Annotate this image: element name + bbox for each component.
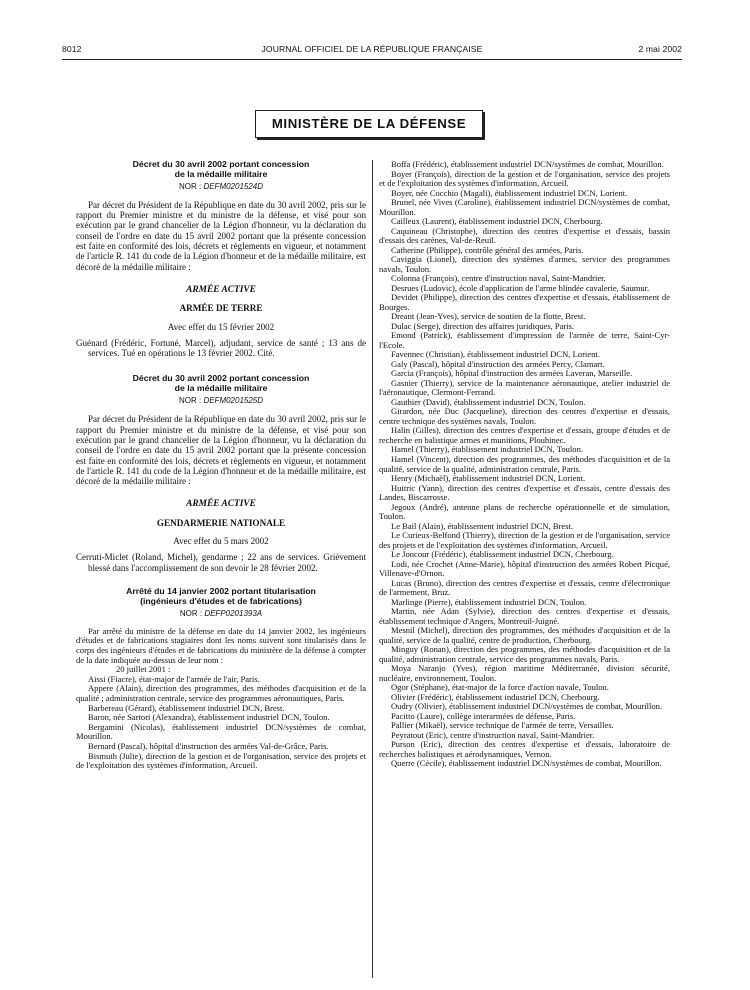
list-item: Desrues (Ludovic), école d'application de l'arme blindée cavalerie, Saumur. [391, 282, 650, 293]
list-item: Le Curieux-Belfond (Thierry), direction de la gestion et de l'organisation, service des projets et de l'exploitation des systèmes d'information, Arcueil. [379, 530, 670, 550]
list-item: Caquineau (Christophe), direction des centres d'expertise et d'essais, bassin d'essais des carènes, Val-de-Reuil. [379, 225, 670, 246]
list-item: Moya Naranjo (Yves), région maritime Méditerranée, division sécurité, nucléaire, environnement, Toulon. [379, 663, 670, 683]
list-item: Le Joncour (Frédéric), établissement industriel DCN, Cherbourg. [391, 549, 614, 560]
issue-date: 2 mai 2002 [638, 44, 682, 54]
decree1-title-line2: de la médaille militaire [174, 168, 268, 179]
list-item: Ogor (Stéphane), état-major de la force d'action navale, Toulon. [391, 682, 609, 693]
list-item: Pacitto (Laure), collège interarmées de défense, Paris. [391, 710, 576, 721]
list-item: Bismuth (Julie), direction de la gestion et de l'organisation, service des projets et de l'exploitation des systèmes d'information, Arcueil. [76, 750, 366, 771]
list-item: Boffa (Frédéric), établissement industriel DCN/systèmes de combat, Mourillon. [391, 159, 664, 169]
decree1-nor [76, 182, 366, 192]
decree2-entry: Cerruti-Miclet (Roland, Michel), gendarme ; 22 ans de services. Grièvement blessé dans l'accomplissement de son devoir le 28 février 2002. [76, 552, 366, 573]
decree1-entry: Guénard (Frédéric, Fortuné, Marcel), adjudant, service de santé ; 13 ans de services. Tué en opérations le 13 février 2002. Cité. [76, 337, 366, 359]
list-item: Huitric (Yann), direction des centres d'expertise et d'essais, centre d'essais des Landes, Biscarrosse. [379, 482, 670, 503]
list-item: Hamel (Vincent), direction des programmes, des méthodes d'acquisition et de la qualité, service de la qualité, administration centrale, Paris. [379, 453, 670, 474]
decree1-effect-date: Avec effet du 15 février 2002 [167, 321, 275, 332]
list-item: Lodi, née Crochet (Anne-Marie), hôpital d'instruction des armées Robert Picqué, Villenave-d'Ornon. [379, 558, 670, 579]
list-item: Oudry (Olivier), établissement industriel DCN/systèmes de combat, Mourillon. [391, 701, 663, 712]
decree1-section-italic: ARMÉE ACTIVE [186, 284, 256, 295]
running-header [62, 44, 682, 58]
list-item: Caviggia (Lionel), direction des systèmes d'armes, service des programmes navals, Toulon. [379, 254, 670, 274]
list-item: Le Bail (Alain), établissement industriel DCN, Brest. [391, 520, 574, 531]
decree1-title-line1: Décret du 30 avril 2002 portant concession [132, 159, 310, 169]
spacer [76, 573, 366, 587]
decree2-section-italic: ARMÉE ACTIVE [186, 499, 256, 510]
arrete-nor [76, 609, 366, 619]
list-item: Brunel, née Vives (Caroline), établissement industriel DCN/systèmes de combat, Mourillon. [379, 197, 670, 217]
list-item: Girardon, née Duc (Jacqueline), direction des centres d'expertise et d'essais, centre technique des systèmes navals, Toulon. [379, 406, 670, 426]
list-item: Favennec (Christian), établissement industriel DCN, Lorient. [391, 349, 600, 360]
decree1-body: Par décret du Président de la République en date du 30 avril 2002, pris sur le rapport du Premier ministre et du ministre de la défense, et visé pour son exécution par le grand chancelier de la Légion d'honneur, vu la déclaration du conseil de l'ordre en date du 15 avril 2002 portant que la présente concession est faite en conformité des lois, décrets et règlements en vigueur, et notamment de l'article R. 141 du code de la Légion d'honneur et de la médaille militaire, est décoré de la médaille militaire : [76, 199, 366, 272]
header-rule [62, 59, 682, 60]
list-item: Boyer (François), direction de la gestion et de l'organisation, service des projets et de l'exploitation des systèmes d'information, Arcueil. [379, 168, 670, 189]
list-item: Purson (Eric), direction des centres d'expertise et d'essais, laboratoire de recherches balistiques et aérodynamiques, Vernon. [379, 739, 670, 759]
ministry-title-box: MINISTÈRE DE LA DÉFENSE [255, 110, 483, 138]
list-item: Henry (Michaël), établissement industriel DCN, Lorient. [391, 473, 586, 484]
decree2-nor-code: DEFM0201525D [203, 396, 264, 406]
list-item: Catherine (Philippe), contrôle général des armées, Paris. [391, 244, 584, 255]
list-item: Aissi (Fiacre), état-major de l'armée de l'air, Paris. [88, 673, 260, 684]
list-item: Marlinge (Pierre), établissement industriel DCN, Toulon. [391, 596, 587, 607]
arrete-nor-label: NOR : [179, 608, 203, 618]
list-item: Peyratout (Eric), centre d'instruction naval, Saint-Mandrier. [391, 729, 595, 740]
list-item: Bernard (Pascal), hôpital d'instruction des armées Val-de-Grâce, Paris. [88, 740, 329, 751]
arrete-nor-code: DEFP0201393A [204, 608, 263, 618]
list-item: Dulac (Serge), direction des affaires juridiques, Paris. [391, 320, 575, 331]
list-item: Mesnil (Michel), direction des programmes, des méthodes d'acquisition et de la qualité, service de la qualité, centre de production, Cherbourg. [379, 625, 670, 645]
list-item: Querre (Cécile), établissement industriel DCN/systèmes de combat, Mourillon. [391, 758, 662, 769]
right-column [379, 160, 670, 769]
list-item: Devidet (Philippe), direction des centres d'expertise et d'essais, établissement de Bourges. [379, 292, 670, 312]
decree1-nor-code: DEFM0201524D [203, 181, 264, 191]
list-item: Jegoux (André), antenne plans de recherche opérationnelle et de simulation, Toulon. [379, 501, 670, 522]
list-item: Lucas (Bruno), direction des centres d'expertise et d'essais, centre d'électronique de l'armement, Bruz. [379, 577, 670, 598]
list-item: Bergamini (Nicolas), établissement industriel DCN/systèmes de combat, Mourillon. [76, 721, 366, 742]
decree2-body: Par décret du Président de la République en date du 30 avril 2002, pris sur le rapport du Premier ministre et du ministre de la défense, et visé pour son exécution par le grand chancelier de la Légion d'honneur, vu la déclaration du conseil de l'ordre en date du 15 avril 2002 portant que la présente concession est faite en conformité des lois, décrets et règlements en vigueur, et notamment de l'article R. 141 du code de la Légion d'honneur et de la médaille militaire, est décoré de la médaille militaire : [76, 414, 366, 487]
arrete-title-line1: Arrêté du 14 janvier 2002 portant titularisation [126, 585, 316, 596]
decree2-section-bold: GENDARMERIE NATIONALE [156, 517, 286, 528]
list-item: Appere (Alain), direction des programmes, des méthodes d'acquisition et de la qualité ; administration centrale, service des programmes aéronautiques, Paris. [76, 683, 366, 703]
journal-title: JOURNAL OFFICIEL DE LA RÉPUBLIQUE FRANÇAISE [261, 44, 483, 54]
decree1-section-bold: ARMÉE DE TERRE [179, 303, 263, 314]
list-item: Halin (Gilles), direction des centres d'expertise et d'essais, groupe d'études et de recherche en balistique armes et munitions, Plouhinec. [379, 425, 670, 445]
left-column [76, 160, 366, 771]
arrete-body: Par arrêté du ministre de la défense en date du 14 janvier 2002, les ingénieurs d'études et de fabrications stagiaires dont les noms suivent sont titularisés dans le corps des ingénieurs d'études et de fabrications du ministère de la défense à compter de la date indiquée au-dessus de leur nom : [76, 625, 366, 665]
list-item: Gasnier (Thierry), service de la maintenance aéronautique, atelier industriel de l'aéronautique, Clermont-Ferrand. [379, 377, 670, 398]
spacer [76, 358, 366, 374]
decree2-nor-label: NOR : [178, 396, 202, 406]
list-item: Martin, née Adan (Sylvie), direction des centres d'expertise et d'essais, établissement technique d'Angers, Montreuil-Juigné. [379, 606, 670, 626]
arrete-title-line2: (ingénieurs d'études et de fabrications) [140, 595, 302, 606]
decree2-nor [76, 396, 366, 406]
list-item: Emond (Patrick), établissement d'impression de l'armée de terre, Saint-Cyr-l'Ecole. [379, 330, 670, 350]
page-number: 8012 [62, 44, 82, 54]
decree2-effect-date: Avec effet du 5 mars 2002 [173, 536, 269, 547]
list-item: Cailleux (Laurent), établissement industriel DCN, Cherbourg. [391, 216, 603, 227]
list-item: Colonna (François), centre d'instruction naval, Saint-Mandrier. [391, 273, 606, 284]
list-item: Galy (Pascal), hôpital d'instruction des armées Percy, Clamart. [391, 358, 605, 369]
list-item: Garcia (François), hôpital d'instruction des armées Laveran, Marseille. [391, 368, 633, 379]
list-item: Hamel (Thierry), établissement industriel DCN, Toulon. [391, 444, 583, 455]
column-divider [372, 160, 373, 978]
list-item: Boyer, née Cocchio (Magali), établissement industriel DCN, Lorient. [391, 187, 628, 198]
list-item: Pallier (Mikaël), service technique de l'armée de terre, Versailles. [391, 720, 614, 731]
list-item: Barbereau (Gérard), établissement industriel DCN, Brest. [88, 702, 285, 713]
list-item: Olivier (Frédéric), établissement industriel DCN, Cherbourg. [391, 691, 600, 702]
left-name-list [76, 675, 366, 771]
decree1-nor-label: NOR : [178, 181, 202, 191]
arrete-date-heading: 20 juillet 2001 : [116, 664, 171, 675]
list-item: Dreant (Jean-Yves), service de soutien de la flotte, Brest. [391, 311, 586, 322]
decree2-title-line1: Décret du 30 avril 2002 portant concession [132, 373, 310, 384]
list-item: Gauthier (David), établissement industriel DCN, Toulon. [391, 396, 586, 407]
decree2-title-line2: de la médaille militaire [174, 383, 268, 394]
list-item: Baron, née Sartori (Alexandra), établissement industriel DCN, Toulon. [88, 712, 330, 723]
list-item: Minguy (Ronan), direction des programmes, des méthodes d'acquisition et de la qualité, administration centrale, service des programmes navals, Paris. [379, 644, 670, 664]
right-name-list [379, 160, 670, 769]
